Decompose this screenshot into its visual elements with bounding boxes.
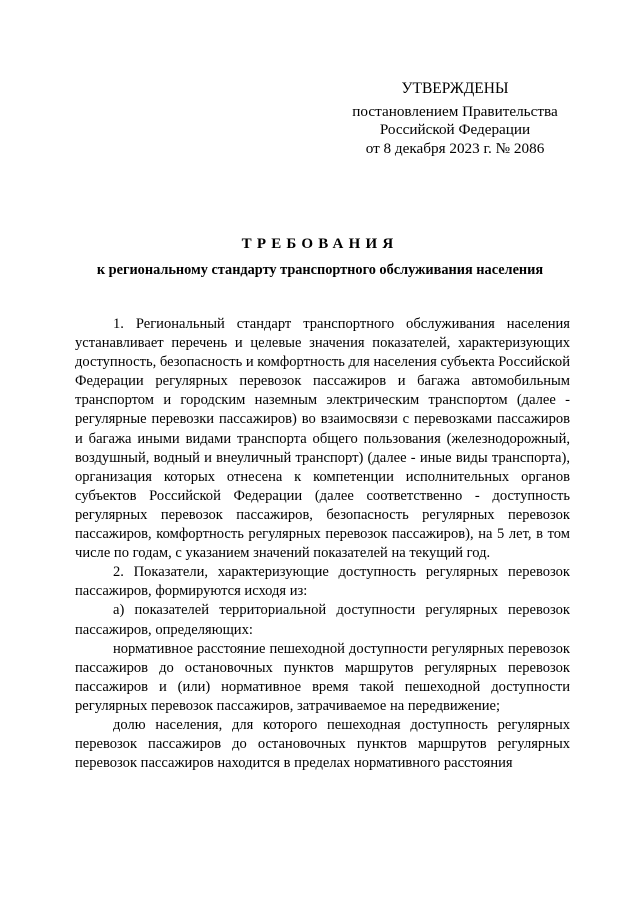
approval-heading: УТВЕРЖДЕНЫ <box>401 80 509 97</box>
approval-block <box>340 80 570 158</box>
paragraph-1: 1. Региональный стандарт транспортного обслуживания населения устанавливает перечень и целевые значения показателей, характеризующих доступность, безопасность и комфортность для населения субъекта Российской Федерации регулярных перевозок пассажиров и багажа автомобильным транспортом и городским наземным электрическим транспортом (далее - регулярные перевозки пассажиров) во взаимосвязи с перевозками пассажиров и багажа иными видами транспорта общего пользования (железнодорожный, воздушный, водный и внеуличный транспорт) (далее - иные виды транспорта), организация которых отнесена к компетенции исполнительных органов субъектов Российской Федерации (далее соответственно - доступность регулярных перевозок пассажиров, безопасность регулярных перевозок пассажиров, комфортность регулярных перевозок пассажиров), на 5 лет, в том числе по годам, с указанием значений показателей на текущий год. <box>75 316 570 562</box>
document-subtitle: к региональному стандарту транспортного обслуживания населения <box>96 262 544 278</box>
document-body <box>75 315 570 773</box>
paragraph-population-share: долю населения, для которого пешеходная доступность регулярных перевозок пассажиров до остановочных пунктов маршрутов регулярных перевозок пассажиров находится в пределах нормативного расстояния <box>75 716 570 772</box>
paragraph-2: 2. Показатели, характеризующие доступность регулярных перевозок пассажиров, формируются исходя из: <box>75 564 570 600</box>
approval-line-government: Российской Федерации <box>379 121 531 138</box>
paragraph-2a: а) показателей территориальной доступности регулярных перевозок пассажиров, определяющих: <box>75 602 570 638</box>
paragraph-walking-distance: нормативное расстояние пешеходной доступности регулярных перевозок пассажиров до остановочных пунктов маршрутов регулярных перевозок пассажиров и (или) нормативное время такой пешеходной доступности регулярных перевозок пассажиров, затрачиваемое на передвижение; <box>75 640 570 714</box>
approval-line-resolution: постановлением Правительства <box>352 102 558 120</box>
approval-line-date: от 8 декабря 2023 г. № 2086 <box>365 139 545 157</box>
document-title: ТРЕБОВАНИЯ <box>241 236 399 252</box>
